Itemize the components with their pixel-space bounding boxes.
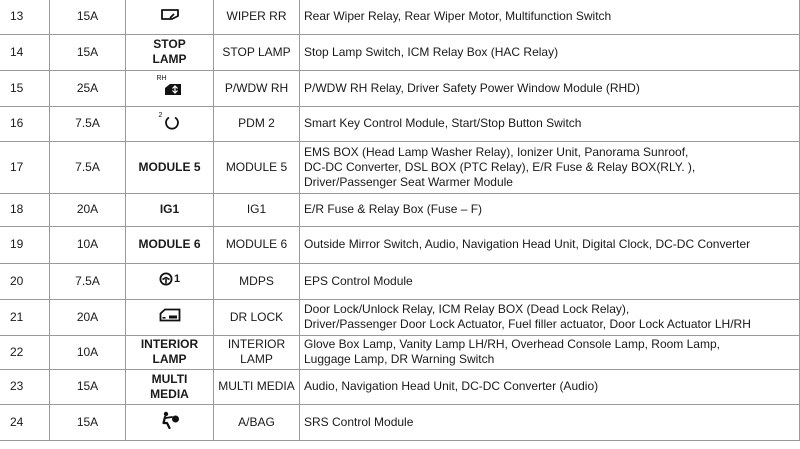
fuse-amperage: 15A xyxy=(50,34,126,70)
table-row xyxy=(0,299,800,335)
fuse-name: DR LOCK xyxy=(214,299,300,335)
fuse-symbol: IG1 xyxy=(126,193,214,226)
protected-components: Door Lock/Unlock Relay, ICM Relay BOX (Dead Lock Relay), Driver/Passenger Door Lock Actuator, Fuel filler actuator, Door Lock Actuator LH/RH xyxy=(300,299,800,335)
fuse-number: 18 xyxy=(0,193,50,226)
protected-components: Outside Mirror Switch, Audio, Navigation Head Unit, Digital Clock, DC-DC Converter xyxy=(300,226,800,263)
fuse-amperage: 7.5A xyxy=(50,141,126,193)
fuse-name: P/WDW RH xyxy=(214,70,300,106)
fuse-name: MULTI MEDIA xyxy=(214,369,300,404)
protected-components: EMS BOX (Head Lamp Washer Relay), Ionizer Unit, Panorama Sunroof, DC-DC Converter, DSL BOX (PTC Relay), E/R Fuse & Relay BOX(RLY. ), Driver/Passenger Seat Warmer Module xyxy=(300,141,800,193)
table-row xyxy=(0,226,800,263)
protected-components: Stop Lamp Switch, ICM Relay Box (HAC Relay) xyxy=(300,34,800,70)
fuse-amperage: 15A xyxy=(50,0,126,34)
fuse-symbol xyxy=(126,70,214,106)
fuse-number: 17 xyxy=(0,141,50,193)
mdps-steering-icon xyxy=(159,272,180,287)
fuse-amperage: 7.5A xyxy=(50,263,126,299)
fuse-symbol: MULTI MEDIA xyxy=(126,369,214,404)
table-row xyxy=(0,0,800,34)
power-window-rh-icon xyxy=(157,75,183,97)
table-row xyxy=(0,369,800,404)
protected-components: Glove Box Lamp, Vanity Lamp LH/RH, Overhead Console Lamp, Room Lamp, Luggage Lamp, DR Warning Switch xyxy=(300,335,800,369)
table-row xyxy=(0,404,800,440)
door-lock-icon xyxy=(159,308,181,322)
symbol-small-label: 2 xyxy=(158,111,163,119)
fuse-number: 19 xyxy=(0,226,50,263)
fuse-number: 15 xyxy=(0,70,50,106)
fuse-name: STOP LAMP xyxy=(214,34,300,70)
fuse-name: INTERIOR LAMP xyxy=(214,335,300,369)
protected-components: EPS Control Module xyxy=(300,263,800,299)
fuse-name: IG1 xyxy=(214,193,300,226)
fuse-symbol xyxy=(126,263,214,299)
fuse-name: WIPER RR xyxy=(214,0,300,34)
table-row xyxy=(0,34,800,70)
protected-components: Smart Key Control Module, Start/Stop Button Switch xyxy=(300,106,800,141)
airbag-icon xyxy=(160,411,180,429)
fuse-number: 14 xyxy=(0,34,50,70)
fuse-name: MODULE 6 xyxy=(214,226,300,263)
fuse-amperage: 15A xyxy=(50,369,126,404)
pdm-2-icon xyxy=(159,112,181,132)
fuse-symbol: MODULE 5 xyxy=(126,141,214,193)
fuse-amperage: 20A xyxy=(50,299,126,335)
protected-components: Audio, Navigation Head Unit, DC-DC Converter (Audio) xyxy=(300,369,800,404)
fuse-symbol xyxy=(126,106,214,141)
fuse-amperage: 25A xyxy=(50,70,126,106)
fuse-name: MDPS xyxy=(214,263,300,299)
protected-components: Rear Wiper Relay, Rear Wiper Motor, Multifunction Switch xyxy=(300,0,800,34)
fuse-symbol xyxy=(126,404,214,440)
fuse-number: 13 xyxy=(0,0,50,34)
table-row xyxy=(0,193,800,226)
fuse-name: PDM 2 xyxy=(214,106,300,141)
fuse-number: 22 xyxy=(0,335,50,369)
fuse-number: 21 xyxy=(0,299,50,335)
fuse-amperage: 10A xyxy=(50,226,126,263)
fuse-number: 24 xyxy=(0,404,50,440)
fuse-name: A/BAG xyxy=(214,404,300,440)
table-row xyxy=(0,70,800,106)
fuse-name: MODULE 5 xyxy=(214,141,300,193)
symbol-small-label: RH xyxy=(156,75,167,82)
protected-components: P/WDW RH Relay, Driver Safety Power Window Module (RHD) xyxy=(300,70,800,106)
table-row xyxy=(0,106,800,141)
fuse-number: 23 xyxy=(0,369,50,404)
table-row xyxy=(0,141,800,193)
fuse-number: 16 xyxy=(0,106,50,141)
fuse-symbol: STOP LAMP xyxy=(126,34,214,70)
protected-components: E/R Fuse & Relay Box (Fuse – F) xyxy=(300,193,800,226)
fuse-amperage: 20A xyxy=(50,193,126,226)
fuse-symbol xyxy=(126,0,214,34)
table-row xyxy=(0,263,800,299)
protected-components: SRS Control Module xyxy=(300,404,800,440)
symbol-small-label: 1 xyxy=(173,272,181,285)
fuse-symbol: INTERIOR LAMP xyxy=(126,335,214,369)
fuse-amperage: 15A xyxy=(50,404,126,440)
fuse-amperage: 7.5A xyxy=(50,106,126,141)
table-row xyxy=(0,335,800,369)
fuse-number: 20 xyxy=(0,263,50,299)
fuse-symbol xyxy=(126,299,214,335)
fuse-symbol: MODULE 6 xyxy=(126,226,214,263)
wiper-rear-icon xyxy=(160,8,180,22)
fuse-amperage: 10A xyxy=(50,335,126,369)
